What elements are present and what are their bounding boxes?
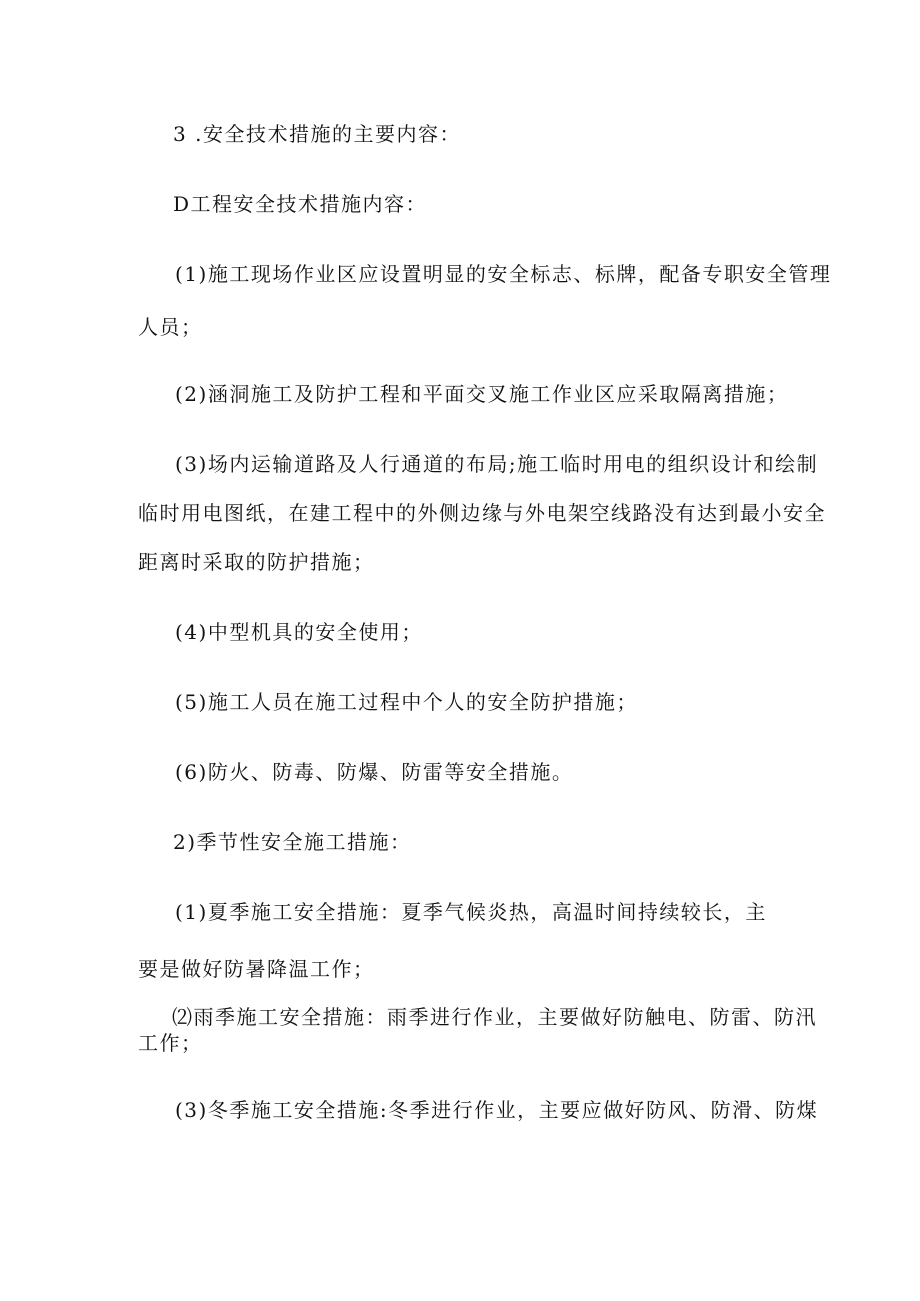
item-1-line-2: 人员； [138, 315, 203, 339]
section-heading: 3 .安全技术措施的主要内容： [173, 122, 461, 146]
item-3-line-1: (3)场内运输道路及人行通道的布局;施工临时用电的组织设计和绘制 [175, 452, 819, 476]
season-3-line-1: (3)冬季施工安全措施:冬季进行作业，主要应做好防风、防滑、防煤 [175, 1098, 819, 1122]
season-2-line-2: 工作； [138, 1031, 203, 1055]
season-1-line-2: 要是做好防暑降温工作； [138, 957, 375, 981]
season-1-line-1: (1)夏季施工安全措施：夏季气候炎热，高温时间持续较长，主 [175, 900, 767, 924]
item-3-line-2: 临时用电图纸，在建工程中的外侧边缘与外电架空线路没有达到最小安全 [138, 501, 826, 525]
item-4: (4)中型机具的安全使用； [175, 620, 423, 644]
item-5: (5)施工人员在施工过程中个人的安全防护措施； [175, 690, 638, 714]
item-1-line-1: (1)施工现场作业区应设置明显的安全标志、标牌，配备专职安全管理 [175, 262, 832, 286]
item-6: (6)防火、防毒、防爆、防雷等安全措施。 [175, 760, 574, 784]
sub-heading-engineering-measures: D工程安全技术措施内容： [173, 192, 428, 216]
item-2: (2)涵洞施工及防护工程和平面交叉施工作业区应采取隔离措施； [175, 382, 789, 406]
season-2-line-1: ⑵雨季施工安全措施：雨季进行作业，主要做好防触电、防雷、防汛 [172, 1005, 817, 1029]
sub-heading-seasonal-measures: 2)季节性安全施工措施： [173, 830, 412, 854]
item-3-line-3: 距离时采取的防护措施； [138, 550, 375, 574]
